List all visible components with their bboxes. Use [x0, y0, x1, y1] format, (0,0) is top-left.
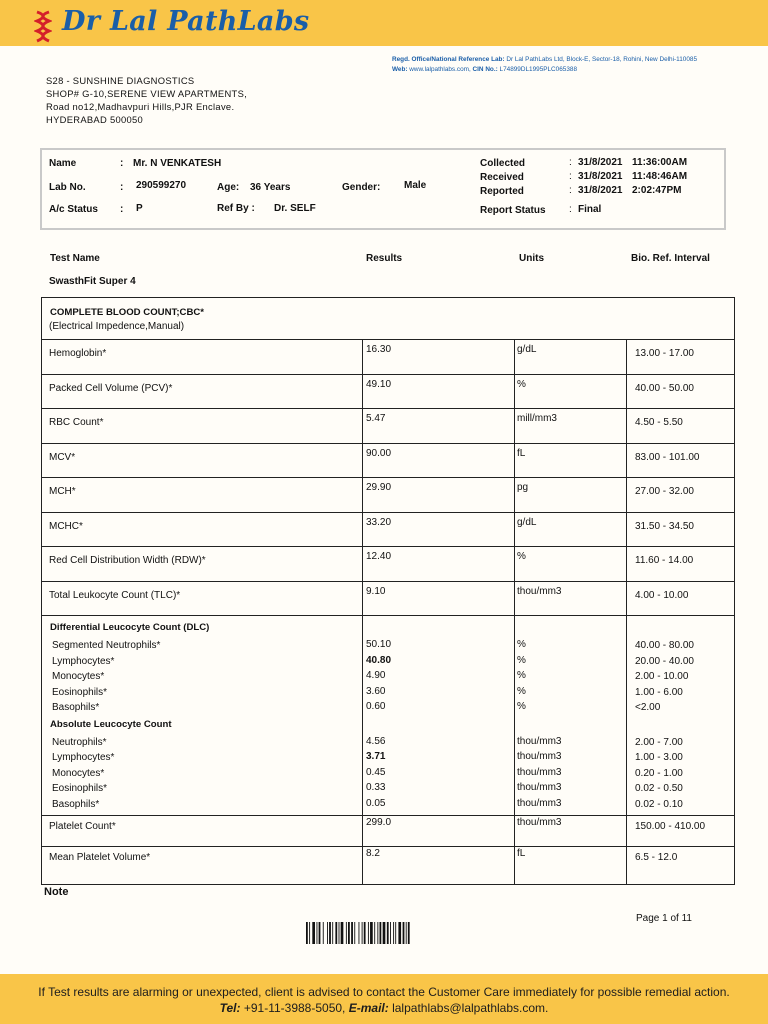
column-divider — [626, 846, 627, 884]
cin-text: L74899DL1995PLC065388 — [499, 66, 577, 73]
test-ref-interval: 27.00 - 32.00 — [635, 486, 694, 497]
regd-label: Regd. Office/National Reference Lab: — [392, 56, 505, 63]
test-ref-interval: 40.00 - 50.00 — [635, 383, 694, 394]
column-divider — [514, 546, 515, 581]
lab-address-line: HYDERABAD 500050 — [46, 114, 144, 125]
name-sep: : — [120, 158, 124, 169]
note-label: Note — [44, 886, 69, 898]
reported-sep: : — [569, 185, 572, 196]
test-name: Platelet Count* — [49, 821, 116, 832]
footer-contact — [0, 1001, 768, 1015]
gender-label: Gender: — [342, 182, 381, 193]
column-divider — [362, 546, 363, 581]
brand-logo-text: Dr Lal PathLabs — [62, 6, 310, 37]
test-ref-interval: 6.5 - 12.0 — [635, 852, 678, 863]
test-unit: fL — [517, 448, 526, 459]
column-divider — [514, 443, 515, 478]
test-result: 50.10 — [366, 639, 392, 650]
collected-sep: : — [569, 157, 572, 168]
test-result: 29.90 — [366, 482, 392, 493]
test-name: Segmented Neutrophils* — [52, 640, 161, 651]
test-name: Eosinophils* — [52, 783, 108, 794]
test-result: 33.20 — [366, 517, 392, 528]
reported-time: 2:02:47PM — [632, 185, 682, 196]
test-ref-interval: 0.20 - 1.00 — [635, 767, 683, 779]
test-ref-interval: 0.02 - 0.50 — [635, 783, 683, 794]
column-divider — [362, 477, 363, 512]
tel-label: Tel: — [219, 1001, 241, 1015]
test-unit: thou/mm3 — [517, 586, 562, 597]
row-divider — [42, 846, 734, 847]
test-result: 3.71 — [366, 751, 386, 762]
test-name: Neutrophils* — [52, 736, 107, 748]
package-name: SwasthFit Super 4 — [49, 276, 136, 287]
column-divider — [514, 512, 515, 547]
column-divider — [514, 339, 515, 374]
email-label: E-mail: — [348, 1001, 389, 1015]
test-unit: % — [517, 654, 526, 666]
test-unit: % — [517, 639, 526, 650]
test-name: Basophils* — [52, 702, 100, 713]
lab-address-line: S28 - SUNSHINE DIAGNOSTICS — [46, 75, 195, 86]
test-ref-interval: 4.00 - 10.00 — [635, 590, 689, 601]
test-unit: g/dL — [517, 344, 537, 355]
registered-office — [392, 55, 697, 75]
test-unit: % — [517, 379, 526, 390]
row-divider — [42, 815, 734, 816]
section-title: COMPLETE BLOOD COUNT;CBC* — [50, 307, 205, 318]
lab-number: 290599270 — [136, 180, 187, 191]
patient-gender: Male — [404, 180, 427, 191]
column-divider — [362, 339, 363, 374]
test-name: MCHC* — [49, 521, 83, 532]
test-result: 0.60 — [366, 701, 386, 712]
received-sep: : — [569, 171, 572, 182]
test-unit: thou/mm3 — [517, 751, 562, 762]
test-ref-interval: 4.50 - 5.50 — [635, 417, 683, 428]
column-divider — [362, 815, 363, 846]
test-result: 49.10 — [366, 379, 392, 390]
column-divider — [362, 443, 363, 478]
footer-bar — [0, 974, 768, 1024]
report-status-sep: : — [569, 204, 572, 215]
labno-sep: : — [120, 182, 124, 193]
col-results: Results — [366, 253, 403, 264]
test-unit: thou/mm3 — [517, 797, 562, 809]
column-divider — [514, 408, 515, 443]
column-divider — [514, 581, 515, 616]
labno-label: Lab No. — [49, 182, 86, 193]
column-divider — [626, 615, 627, 815]
patient-age: 36 Years — [250, 182, 291, 193]
test-ref-interval: 2.00 - 10.00 — [635, 671, 689, 682]
column-divider — [626, 374, 627, 409]
test-name: Mean Platelet Volume* — [49, 852, 151, 863]
test-unit: % — [517, 685, 526, 697]
reported-date: 31/8/2021 — [578, 185, 623, 196]
test-ref-interval: 0.02 - 0.10 — [635, 798, 683, 810]
results-table — [41, 297, 735, 885]
test-unit: g/dL — [517, 517, 537, 528]
test-result: 0.05 — [366, 797, 386, 809]
alc-title: Absolute Leucocyte Count — [50, 718, 172, 730]
cin-label: CIN No.: — [472, 66, 498, 73]
test-name: Red Cell Distribution Width (RDW)* — [49, 555, 206, 566]
name-label: Name — [49, 158, 77, 169]
column-divider — [362, 374, 363, 409]
column-divider — [626, 546, 627, 581]
collected-label: Collected — [480, 158, 526, 169]
test-result: 4.56 — [366, 735, 386, 747]
test-result: 16.30 — [366, 344, 392, 355]
column-divider — [362, 408, 363, 443]
test-name: Total Leukocyte Count (TLC)* — [49, 590, 181, 601]
footer-disclaimer: If Test results are alarming or unexpected, client is advised to contact the Customer Care immediately for possible remedial action. — [38, 985, 730, 999]
column-divider — [626, 512, 627, 547]
test-ref-interval: 2.00 - 7.00 — [635, 736, 683, 748]
column-divider — [514, 477, 515, 512]
test-ref-interval: 11.60 - 14.00 — [635, 555, 694, 566]
test-result: 0.33 — [366, 782, 386, 793]
dlc-title: Differential Leucocyte Count (DLC) — [50, 622, 210, 633]
test-result: 9.10 — [366, 586, 386, 597]
collection-lab-address — [46, 74, 247, 126]
referred-by: Dr. SELF — [274, 203, 316, 214]
test-result: 299.0 — [366, 817, 392, 828]
column-divider — [514, 615, 515, 815]
test-ref-interval: 1.00 - 3.00 — [635, 752, 683, 763]
lab-address-line: SHOP# G-10,SERENE VIEW APARTMENTS, — [46, 88, 248, 99]
test-result: 0.45 — [366, 766, 386, 778]
row-divider — [42, 546, 734, 547]
test-result: 3.60 — [366, 685, 386, 697]
age-label: Age: — [217, 182, 240, 193]
test-result: 4.90 — [366, 670, 386, 681]
barcode-icon — [306, 922, 466, 944]
received-time: 11:48:46AM — [632, 171, 688, 182]
test-ref-interval: <2.00 — [635, 702, 661, 713]
row-divider — [42, 408, 734, 409]
test-name: Packed Cell Volume (PCV)* — [49, 383, 173, 394]
test-ref-interval: 40.00 - 80.00 — [635, 640, 694, 651]
test-result: 5.47 — [366, 413, 386, 424]
test-name: MCH* — [49, 486, 76, 497]
test-unit: % — [517, 670, 526, 681]
test-unit: % — [517, 551, 526, 562]
test-name: Monocytes* — [52, 671, 105, 682]
column-divider — [514, 815, 515, 846]
web-text[interactable]: www.lalpathlabs.com, — [409, 66, 471, 73]
test-unit: pg — [517, 482, 529, 493]
column-divider — [626, 815, 627, 846]
patient-name: Mr. N VENKATESH — [133, 158, 222, 169]
test-name: RBC Count* — [49, 417, 104, 428]
test-result: 90.00 — [366, 448, 392, 459]
test-ref-interval: 31.50 - 34.50 — [635, 521, 694, 532]
test-name: MCV* — [49, 452, 76, 463]
tel-number[interactable]: +91-11-3988-5050, — [243, 1001, 346, 1015]
test-name: Hemoglobin* — [49, 348, 107, 359]
ac-status-label: A/c Status — [49, 204, 98, 215]
col-ref-interval: Bio. Ref. Interval — [631, 253, 710, 264]
column-divider — [362, 512, 363, 547]
collected-date: 31/8/2021 — [578, 157, 623, 168]
test-result: 12.40 — [366, 551, 392, 562]
row-divider — [42, 581, 734, 582]
test-name: Lymphocytes* — [52, 752, 115, 763]
reported-label: Reported — [480, 186, 524, 197]
test-ref-interval: 150.00 - 410.00 — [635, 821, 706, 832]
column-divider — [626, 339, 627, 374]
patient-details-box — [40, 148, 726, 230]
row-divider — [42, 443, 734, 444]
regd-text: Dr Lal PathLabs Ltd, Block-E, Sector-18, Rohini, New Delhi-110085 — [506, 56, 697, 63]
test-result: 8.2 — [366, 848, 380, 859]
test-unit: mill/mm3 — [517, 413, 557, 424]
test-unit: thou/mm3 — [517, 766, 562, 778]
test-unit: thou/mm3 — [517, 735, 562, 747]
lab-address-line: Road no12,Madhavpuri Hills,PJR Enclave. — [46, 101, 235, 112]
test-ref-interval: 1.00 - 6.00 — [635, 686, 683, 698]
page-number: Page 1 of 11 — [636, 913, 692, 924]
dna-logo-icon — [34, 10, 52, 44]
refby-label: Ref By : — [217, 203, 255, 214]
column-divider — [514, 374, 515, 409]
test-ref-interval: 13.00 - 17.00 — [635, 348, 694, 359]
column-divider — [514, 846, 515, 884]
section-method: (Electrical Impedence,Manual) — [49, 321, 185, 332]
test-name: Lymphocytes* — [52, 655, 115, 667]
row-divider — [42, 339, 734, 340]
col-test-name: Test Name — [50, 253, 100, 264]
column-divider — [362, 615, 363, 815]
row-divider — [42, 512, 734, 513]
column-divider — [362, 846, 363, 884]
row-divider — [42, 477, 734, 478]
test-name: Basophils* — [52, 798, 100, 810]
ac-status: P — [136, 203, 143, 214]
column-divider — [362, 581, 363, 616]
report-status-label: Report Status — [480, 205, 546, 216]
test-ref-interval: 83.00 - 101.00 — [635, 452, 700, 463]
row-divider — [42, 615, 734, 616]
collected-time: 11:36:00AM — [632, 157, 688, 168]
row-divider — [42, 374, 734, 375]
test-result: 40.80 — [366, 654, 392, 666]
column-divider — [626, 581, 627, 616]
column-divider — [626, 477, 627, 512]
column-divider — [626, 443, 627, 478]
test-unit: thou/mm3 — [517, 817, 562, 828]
received-date: 31/8/2021 — [578, 171, 623, 182]
email-address[interactable]: lalpathlabs@lalpathlabs.com. — [392, 1001, 549, 1015]
column-divider — [626, 408, 627, 443]
received-label: Received — [480, 172, 524, 183]
test-ref-interval: 20.00 - 40.00 — [635, 655, 694, 667]
test-unit: fL — [517, 848, 526, 859]
test-unit: thou/mm3 — [517, 782, 562, 793]
web-label: Web: — [392, 66, 408, 73]
report-status: Final — [578, 204, 602, 215]
test-name: Monocytes* — [52, 767, 105, 779]
col-units: Units — [519, 253, 544, 264]
test-unit: % — [517, 701, 526, 712]
ac-status-sep: : — [120, 204, 124, 215]
test-name: Eosinophils* — [52, 686, 108, 698]
